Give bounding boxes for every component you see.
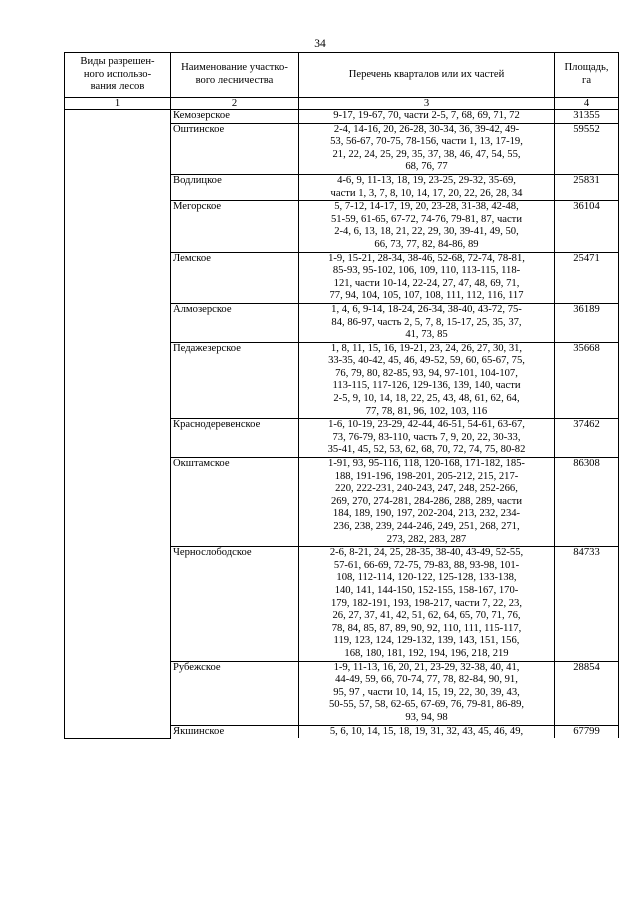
district-name: Якшинское [171, 725, 299, 738]
quarters-line: 4-6, 9, 11-13, 18, 19, 23-25, 29-32, 35-69, [337, 174, 516, 186]
quarters-line: 21, 22, 24, 25, 29, 35, 37, 38, 46, 47, 54, 55, [332, 148, 521, 160]
page-number: 34 [314, 38, 326, 50]
header-kind-line: вания лесов [90, 81, 145, 93]
quarters-line: 57-61, 66-69, 72-75, 79-83, 88, 93-98, 101- [333, 559, 520, 571]
header-district [171, 53, 299, 98]
header-row [65, 53, 619, 98]
quarters-line: 179, 182-191, 193, 198-217, части 7, 22, 23, [331, 597, 522, 609]
header-district-line: вого лесничества [195, 75, 274, 86]
header-area-line: Площадь, [564, 62, 609, 74]
quarters-line: 77, 94, 104, 105, 107, 108, 111, 112, 116, 117 [329, 290, 524, 302]
quarters-line: 35-41, 45, 52, 53, 62, 68, 70, 72, 74, 75, 80-82 [327, 444, 526, 456]
quarters-list [299, 458, 555, 547]
quarters-list [299, 725, 555, 738]
header-quarters: Перечень кварталов или их частей [299, 53, 555, 98]
quarters-line: 9-17, 19-67, 70, части 2-5, 7, 68, 69, 71, 72 [333, 110, 520, 121]
header-kind-line: ного использо- [83, 68, 152, 80]
quarters-line: 84, 86-97, часть 2, 5, 7, 8, 15-17, 25, 35, 37, [331, 316, 522, 328]
district-name: Лемское [171, 252, 299, 303]
quarters-line: 77, 78, 81, 96, 102, 103, 116 [365, 405, 488, 417]
district-name: Краснодеревенское [171, 419, 299, 458]
quarters-line: 121, части 10-14, 22-24, 27, 47, 48, 69, 71, [333, 277, 520, 289]
column-number: 3 [299, 98, 555, 110]
district-name: Рубежское [171, 661, 299, 725]
quarters-line: 2-6, 8-21, 24, 25, 28-35, 38-40, 43-49, 52-55, [329, 547, 524, 559]
quarters-list [299, 252, 555, 303]
district-name: Педажезерское [171, 342, 299, 419]
area-value: 25831 [555, 174, 619, 200]
district-name: Водлицкое [171, 174, 299, 200]
quarters-list [299, 110, 555, 124]
quarters-line: 41, 73, 85 [405, 329, 448, 341]
table-body [65, 110, 619, 739]
header-kind-line: Виды разрешен- [80, 56, 155, 68]
column-number: 1 [65, 98, 171, 110]
quarters-line: 140, 141, 144-150, 152-155, 158-167, 170- [334, 584, 519, 596]
quarters-list [299, 342, 555, 419]
forest-districts-table [64, 52, 619, 739]
quarters-line: 1, 8, 11, 15, 16, 19-21, 23, 24, 26, 27, 30, 31, [330, 342, 523, 354]
area-value: 36189 [555, 303, 619, 342]
quarters-line: 53, 56-67, 70-75, 78-156, части 1, 13, 17-19, [330, 136, 523, 148]
quarters-line: 1-6, 10-19, 23-29, 42-44, 46-51, 54-61, 63-67, [328, 419, 525, 431]
quarters-line: части 1, 3, 7, 8, 10, 14, 17, 20, 22, 26, 28, 34 [330, 187, 523, 199]
quarters-line: 93, 94, 98 [405, 711, 448, 723]
quarters-line: 33-35, 40-42, 45, 46, 49-52, 59, 60, 65-67, 75, [328, 355, 525, 367]
quarters-line: 78, 84, 85, 87, 89, 90, 92, 110, 111, 115-117, [331, 622, 522, 634]
quarters-line: 76, 79, 80, 82-85, 93, 94, 97-101, 104-107, [335, 367, 518, 379]
quarters-list [299, 201, 555, 252]
quarters-line: 1-91, 93, 95-116, 118, 120-168, 171-182, 185- [328, 458, 525, 470]
quarters-line: 5, 7-12, 14-17, 19, 20, 23-28, 31-38, 42-48, [334, 201, 519, 213]
quarters-line: 269, 270, 274-281, 284-286, 288, 289, части [331, 495, 522, 507]
area-value: 84733 [555, 547, 619, 661]
area-value: 67799 [555, 725, 619, 738]
quarters-line: 85-93, 95-102, 106, 109, 110, 113-115, 118- [332, 265, 521, 277]
quarters-line: 68, 76, 77 [405, 161, 448, 173]
quarters-line: 50-55, 57, 58, 62-65, 67-69, 76, 79-81, 86-89, [328, 699, 525, 711]
quarters-line: 44-49, 59, 66, 70-74, 77, 78, 82-84, 90, 91, [335, 674, 518, 686]
quarters-list [299, 174, 555, 200]
district-name: Мегорское [171, 201, 299, 252]
header-kind [65, 53, 171, 98]
quarters-line: 119, 123, 124, 129-132, 139, 143, 151, 156, [333, 635, 520, 647]
table-row [65, 110, 619, 124]
quarters-line: 168, 180, 181, 192, 194, 196, 218, 219 [344, 647, 509, 659]
column-number-row [65, 98, 619, 110]
forest-use-kind-cell [65, 110, 171, 739]
district-name: Оштинское [171, 123, 299, 174]
area-value: 25471 [555, 252, 619, 303]
area-value: 86308 [555, 458, 619, 547]
quarters-line: 1-9, 11-13, 16, 20, 21, 23-29, 32-38, 40, 41, [333, 661, 520, 673]
quarters-list [299, 547, 555, 661]
quarters-line: 66, 73, 77, 82, 84-86, 89 [374, 238, 479, 250]
header-area [555, 53, 619, 98]
area-value: 35668 [555, 342, 619, 419]
area-value: 37462 [555, 419, 619, 458]
quarters-list [299, 123, 555, 174]
district-name: Чернослободское [171, 547, 299, 661]
district-name: Окштамское [171, 458, 299, 547]
district-name: Кемозерское [171, 110, 299, 124]
column-number: 4 [555, 98, 619, 110]
quarters-line: 184, 189, 190, 197, 202-204, 213, 232, 234- [332, 508, 521, 520]
quarters-list [299, 661, 555, 725]
quarters-line: 51-59, 61-65, 67-72, 74-76, 79-81, 87, части [331, 213, 522, 225]
quarters-line: 108, 112-114, 120-122, 125-128, 133-138, [336, 572, 517, 584]
quarters-line: 2-4, 6, 13, 18, 21, 22, 29, 30, 39-41, 49, 50, [334, 226, 519, 238]
area-value: 28854 [555, 661, 619, 725]
quarters-line: 73, 76-79, 83-110, часть 7, 9, 20, 22, 30-33, [332, 431, 521, 443]
quarters-line: 236, 238, 239, 244-246, 249, 251, 268, 271, [333, 521, 520, 532]
quarters-line: 26, 27, 37, 41, 42, 51, 62, 64, 65, 70, 71, 76, [332, 610, 521, 622]
quarters-line: 2-4, 14-16, 20, 26-28, 30-34, 36, 39-42, 49- [333, 123, 520, 135]
area-value: 59552 [555, 123, 619, 174]
quarters-line: 95, 97 , части 10, 14, 15, 19, 22, 30, 39, 43, [333, 686, 520, 698]
quarters-list [299, 419, 555, 458]
header-area-line: га [581, 75, 592, 86]
column-number: 2 [171, 98, 299, 110]
quarters-line: 220, 222-231, 240-243, 247, 248, 252-266, [335, 483, 518, 495]
area-value: 36104 [555, 201, 619, 252]
district-name: Алмозерское [171, 303, 299, 342]
quarters-line: 273, 282, 283, 287 [386, 533, 467, 545]
quarters-list [299, 303, 555, 342]
quarters-line: 188, 191-196, 198-201, 205-212, 215, 217- [334, 470, 519, 482]
quarters-line: 113-115, 117-126, 129-136, 139, 140, части [332, 380, 521, 392]
quarters-line: 1, 4, 6, 9-14, 18-24, 26-34, 38-40, 43-72, 75- [331, 303, 522, 315]
area-value: 31355 [555, 110, 619, 124]
quarters-line: 2-5, 9, 10, 14, 18, 22, 25, 43, 48, 61, 62, 64, [333, 393, 520, 405]
quarters-line: 1-9, 15-21, 28-34, 38-46, 52-68, 72-74, 78-81, [328, 252, 525, 264]
quarters-line: 5, 6, 10, 14, 15, 18, 19, 31, 32, 43, 45, 46, 49, [329, 725, 524, 737]
header-district-line: Наименование участко- [181, 62, 288, 74]
